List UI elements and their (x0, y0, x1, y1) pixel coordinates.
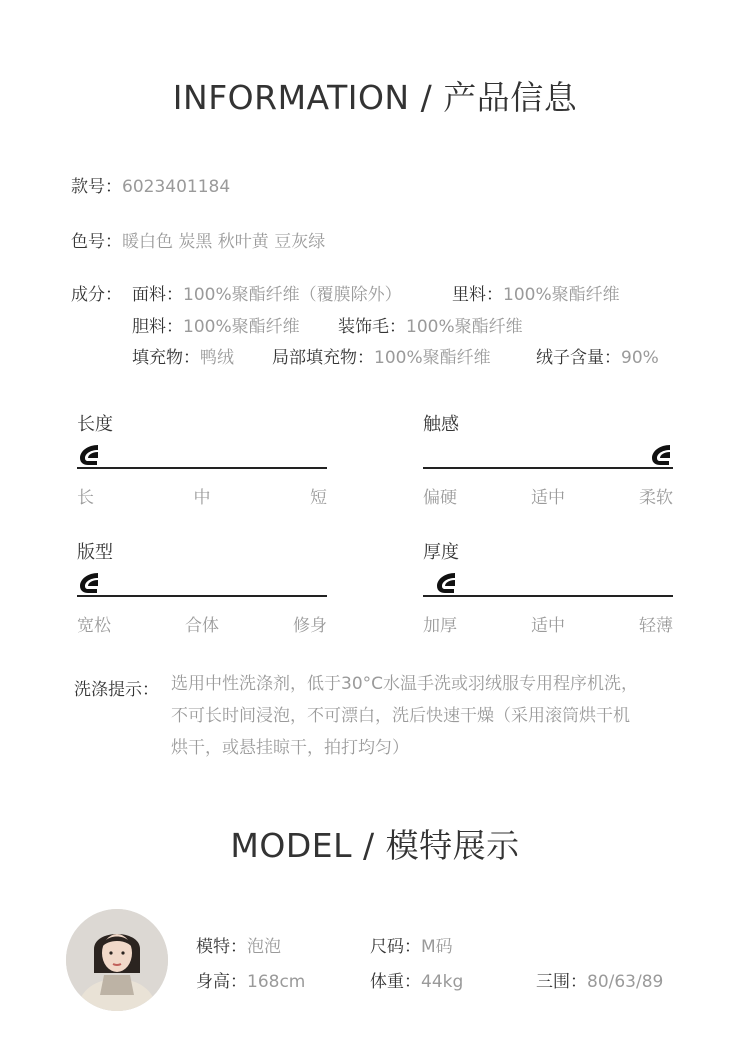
leaf-logo-icon (435, 571, 457, 595)
down-content-label: 绒子含量： (536, 348, 621, 368)
care-line: 选用中性洗涤剂，低于30°C水温手洗或羽绒服专用程序机洗， (171, 674, 639, 694)
scale-tick-label: 适中 (531, 488, 565, 508)
scale-tick-label: 中 (193, 488, 211, 508)
scale-title: 厚度 (423, 542, 459, 563)
scale-title: 触感 (423, 414, 459, 435)
composition-line-2b (338, 312, 523, 337)
style-no-label: 款号： (71, 177, 122, 197)
lining-label: 里料： (452, 285, 503, 305)
fabric-label: 面料： (132, 285, 183, 305)
composition-line-1 (132, 280, 402, 305)
model-measurements-row: 三围：80/63/89 (536, 972, 664, 992)
inner-label: 胆料： (132, 317, 183, 337)
filling-label: 填充物： (132, 348, 200, 368)
care-text (171, 668, 638, 764)
scale-tick-label: 轻薄 (639, 616, 673, 636)
leaf-logo-icon (78, 571, 100, 595)
scale-title: 长度 (77, 414, 113, 435)
composition-line-3b (272, 343, 491, 368)
down-content-value: 90% (621, 348, 659, 368)
composition-label: 成分： (71, 285, 122, 305)
color-row (71, 227, 325, 252)
scale-tick-label: 合体 (185, 616, 219, 636)
scale-line (423, 467, 673, 469)
model-weight-row: 体重：44kg (370, 972, 464, 992)
filling-value: 鸭绒 (200, 348, 234, 368)
trim-label: 装饰毛： (338, 317, 406, 337)
care-line: 不可长时间浸泡，不可漂白，洗后快速干燥（采用滚筒烘干机 (171, 706, 630, 726)
info-title: INFORMATION / 产品信息 (172, 78, 578, 117)
scale-tick-label: 长 (77, 488, 94, 508)
scale-line (423, 595, 673, 597)
partial-filling-label: 局部填充物： (272, 348, 374, 368)
scale-tick-label: 适中 (531, 616, 565, 636)
model-name-row: 模特：泡泡 (196, 937, 281, 957)
scale-tick-label: 短 (310, 488, 327, 508)
care-label: 洗涤提示： (74, 680, 159, 700)
color-label: 色号： (71, 232, 122, 252)
scale-tick-label: 偏硬 (423, 488, 457, 508)
model-avatar (66, 909, 168, 1011)
trim-value: 100%聚酯纤维 (406, 317, 523, 337)
scale-line (77, 467, 327, 469)
composition-line-1b (452, 280, 620, 305)
fabric-value: 100%聚酯纤维（覆膜除外） (183, 285, 402, 305)
scale-tick-label: 柔软 (639, 488, 673, 508)
scale-line (77, 595, 327, 597)
leaf-logo-icon (78, 443, 100, 467)
model-height-row: 身高：168cm (196, 972, 306, 992)
model-title: MODEL / 模特展示 (230, 826, 520, 865)
scale-tick-label: 加厚 (423, 616, 457, 636)
leaf-logo-icon (650, 443, 672, 467)
style-no-value: 6023401184 (122, 177, 231, 197)
partial-filling-value: 100%聚酯纤维 (374, 348, 491, 368)
composition-line-3 (132, 343, 234, 368)
model-size-row: 尺码：M码 (370, 937, 453, 957)
scale-title: 版型 (77, 542, 113, 563)
scale-tick-label: 宽松 (77, 616, 111, 636)
lining-value: 100%聚酯纤维 (503, 285, 620, 305)
composition-line-3c (536, 343, 659, 368)
color-value: 暖白色 炭黑 秋叶黄 豆灰绿 (122, 232, 326, 252)
care-line: 烘干，或悬挂晾干，拍打均匀） (171, 738, 409, 758)
inner-value: 100%聚酯纤维 (183, 317, 300, 337)
scale-tick-label: 修身 (293, 616, 327, 636)
style-no-row (71, 172, 230, 197)
composition-line-2 (132, 312, 300, 337)
